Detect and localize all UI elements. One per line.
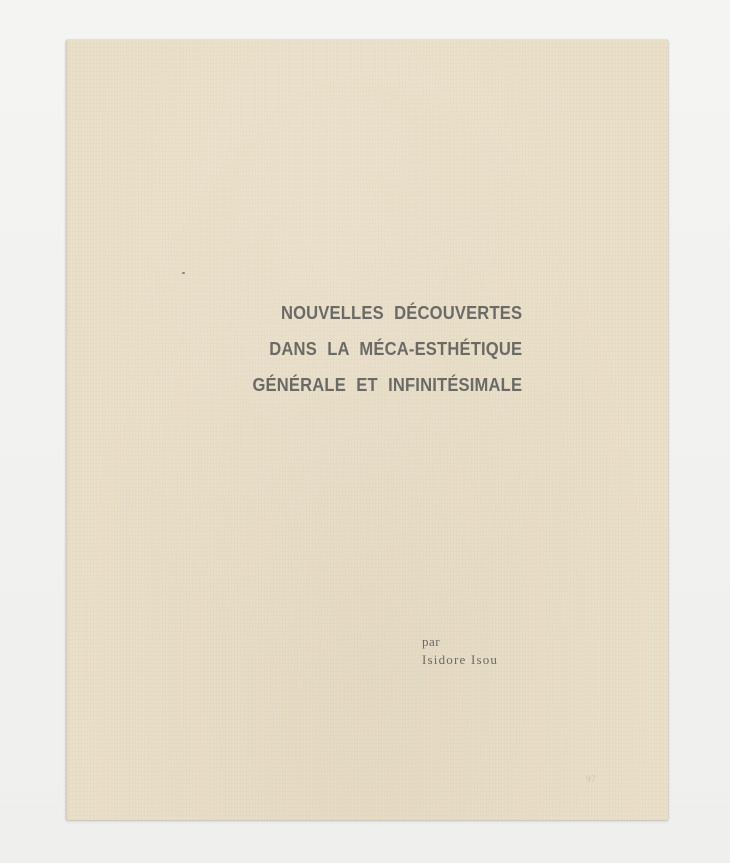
author-block <box>422 633 498 669</box>
title-line-2: DANS LA MÉCA-ESTHÉTIQUE <box>269 339 522 359</box>
author-name: Isidore Isou <box>422 652 499 667</box>
paper-speck <box>182 272 185 274</box>
corner-mark: 97 <box>586 774 596 784</box>
title-line-1: NOUVELLES DÉCOUVERTES <box>280 303 522 323</box>
booklet-cover <box>66 40 668 820</box>
by-label: par <box>422 634 441 649</box>
title-line-3: GÉNÉRALE ET INFINITÉSIMALE <box>252 375 522 395</box>
title-block <box>229 295 522 403</box>
